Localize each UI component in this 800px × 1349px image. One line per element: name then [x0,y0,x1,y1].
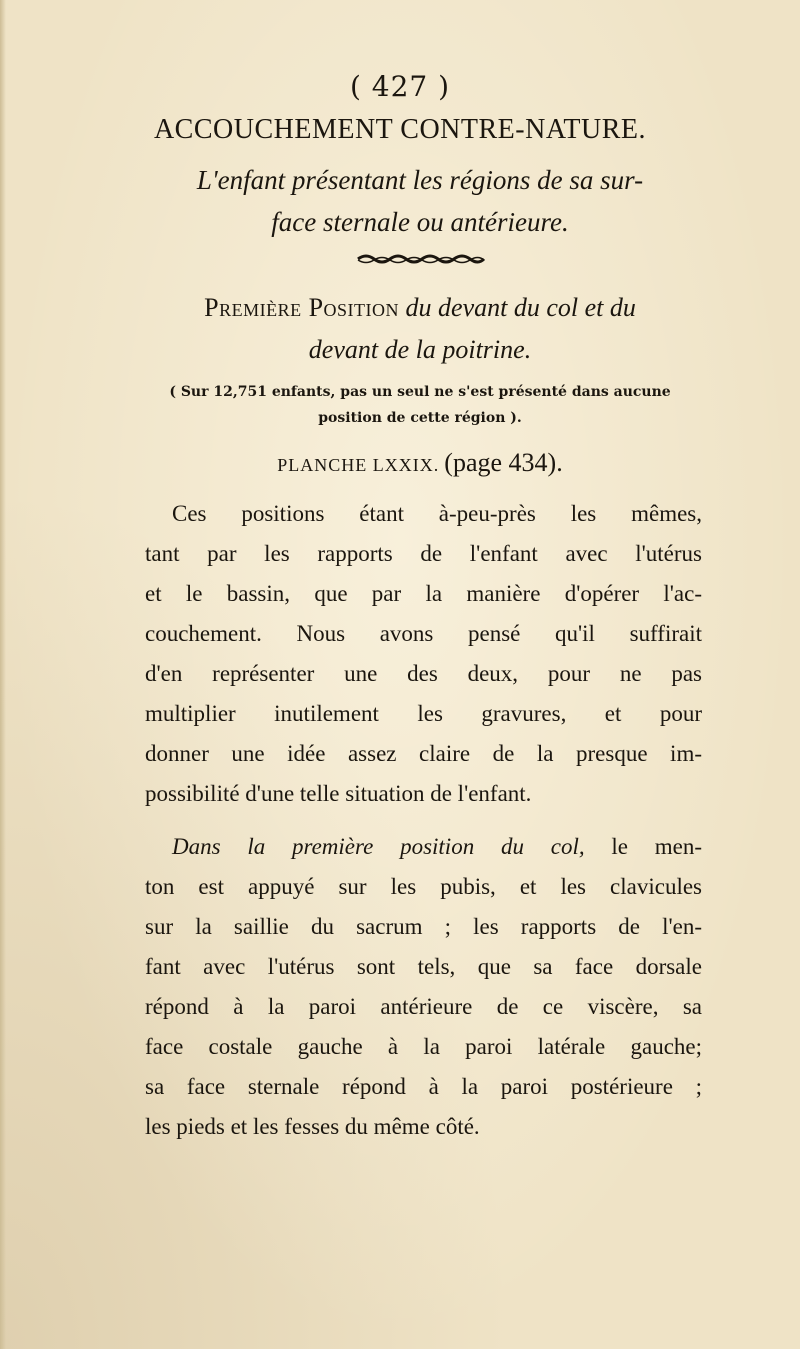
paragraph-2-line: répond à la paroi antérieure de ce viscère, sa [145,994,702,1019]
paragraph-1-line: couchement. Nous avons pensé qu'il suffirait [145,621,702,646]
paragraph-2-line: face costale gauche à la paroi latérale gauche; [145,1034,702,1059]
paragraph-1-line: possibilité d'une telle situation de l'enfant. [145,781,532,806]
plate-label: PLANCHE LXXIX. [277,455,440,475]
subtitle-line-1: L'enfant présentant les régions de sa sur- [196,165,644,195]
page-edge-shadow [0,0,6,1349]
position-heading-line-2: devant de la poitrine. [308,335,532,364]
chapter-title: ACCOUCHEMENT CONTRE-NATURE. [153,114,647,145]
note-line-1: ( Sur 12,751 enfants, pas un seul ne s'est présenté dans aucune [169,384,671,400]
position-heading-label: Première Position [204,293,400,322]
page-number: ( 427 ) [349,70,451,103]
note-line-2: position de cette région ). [318,410,522,426]
ornament-rule-icon [356,252,486,266]
paragraph-2-line: sur la saillie du sacrum ; les rapports de l'en- [145,914,702,939]
paragraph-2-line: fant avec l'utérus sont tels, que sa face dorsale [145,954,702,979]
paragraph-2-first-line [172,835,702,858]
paragraph-1-line: multiplier inutilement les gravures, et pour [145,701,702,726]
paragraph-2-lead-rest: le men- [611,834,703,859]
paragraph-2-line: ton est appuyé sur les pubis, et les clavicules [145,874,702,899]
position-heading-rest: du devant du col et du [405,293,636,322]
paragraph-1-line: Ces positions étant à-peu-près les mêmes, [172,501,702,526]
paragraph-2-lead-italic: Dans la première position du col, [172,834,585,859]
paragraph-1-line: donner une idée assez claire de la presque im- [145,741,702,766]
position-heading-line-1 [140,293,700,323]
paragraph-2-line: sa face sternale répond à la paroi postérieure ; [145,1074,702,1099]
paragraph-1-line: d'en représenter une des deux, pour ne pas [145,661,702,686]
plate-reference [140,448,700,478]
plate-page-ref: (page 434). [444,448,563,477]
subtitle-line-2: face sternale ou antérieure. [271,207,569,237]
paragraph-1-line: et le bassin, que par la manière d'opérer l'ac- [145,581,702,606]
paragraph-1-line: tant par les rapports de l'enfant avec l'utérus [145,541,702,566]
paragraph-2-line: les pieds et les fesses du même côté. [145,1114,480,1139]
